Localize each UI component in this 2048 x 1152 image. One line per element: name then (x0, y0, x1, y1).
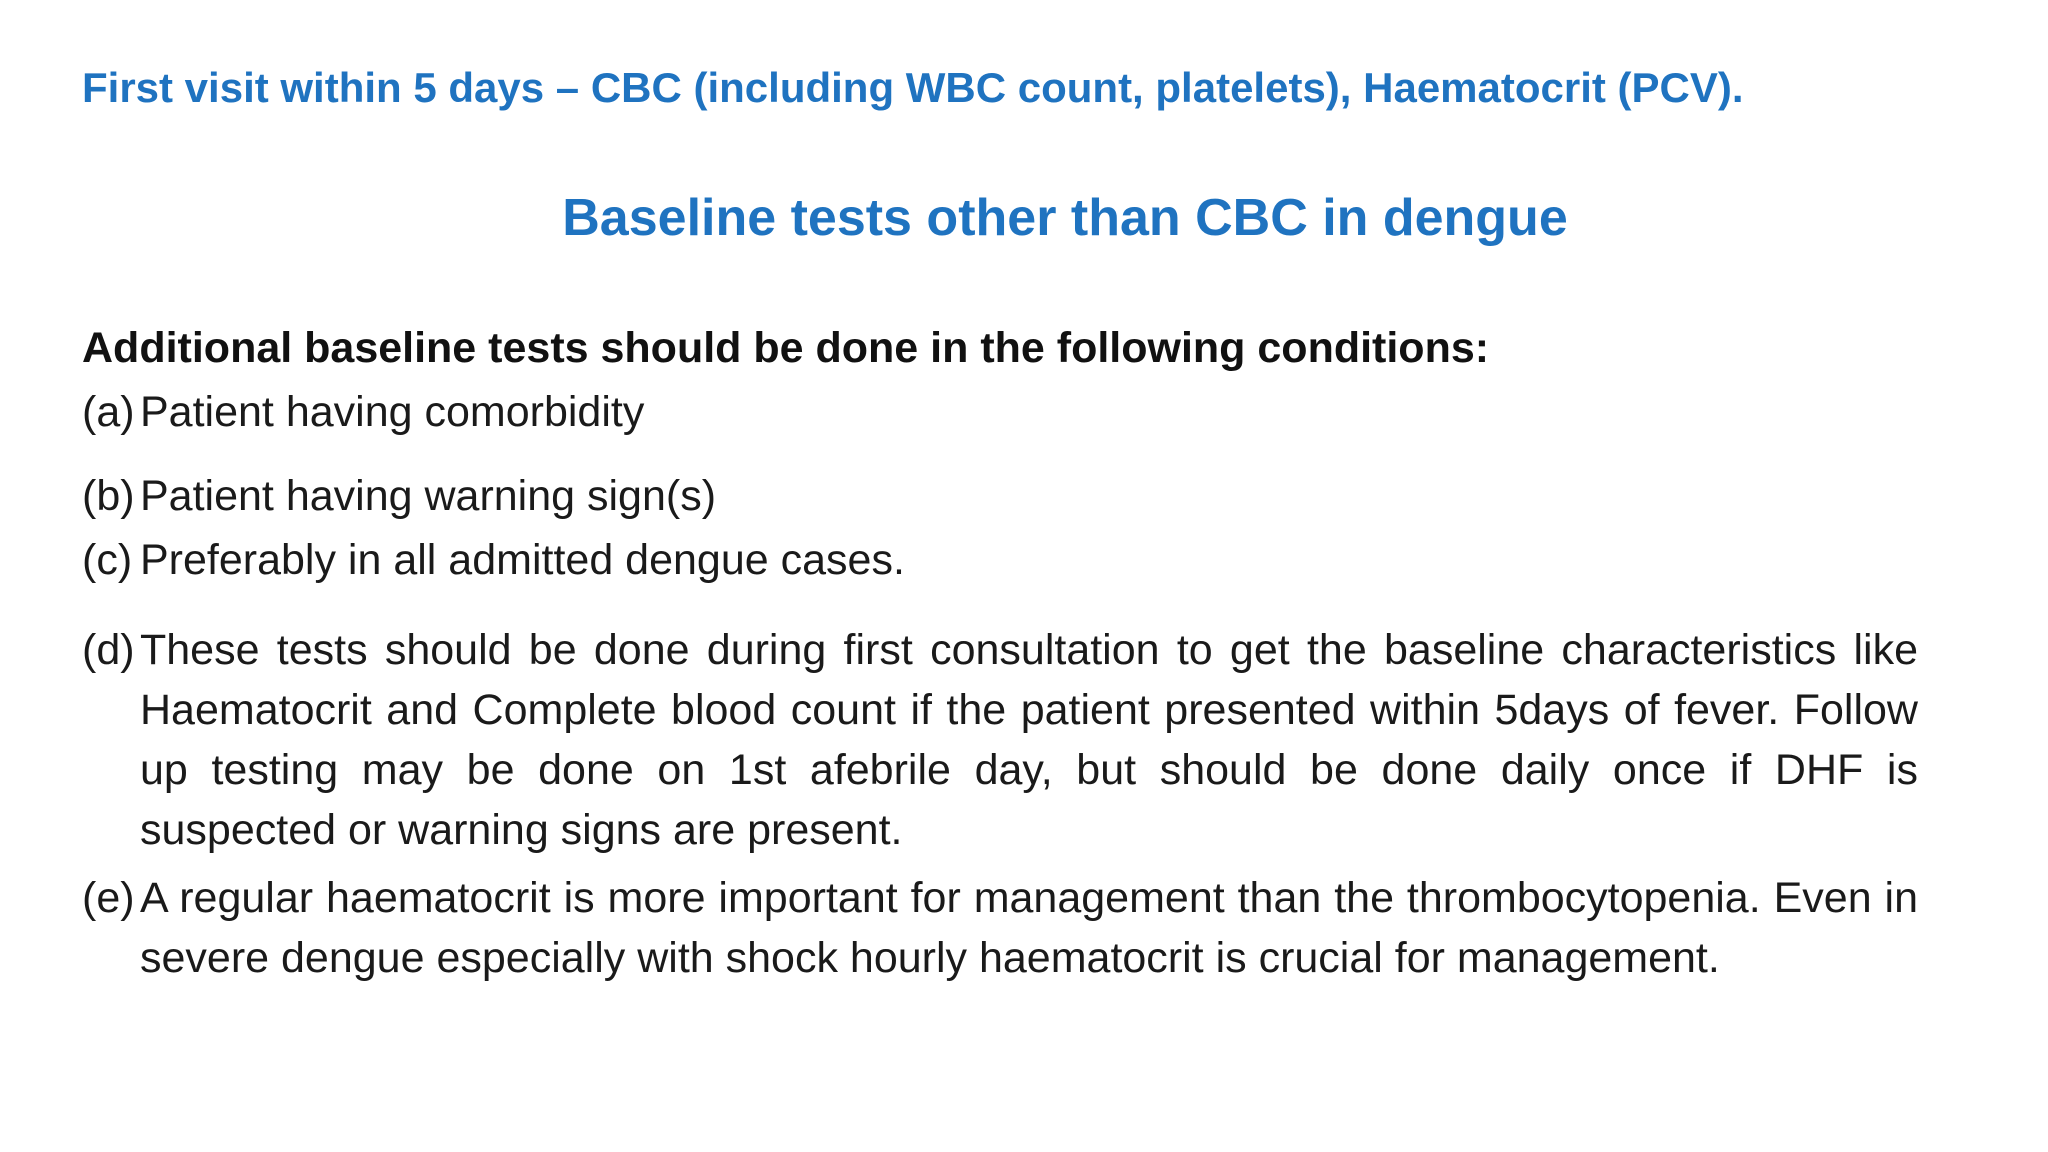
list-item-text: Patient having comorbidity (140, 388, 645, 436)
list-marker: (a) (82, 388, 135, 436)
slide-title: Baseline tests other than CBC in dengue (562, 189, 1568, 247)
list-marker: (c) (82, 536, 133, 584)
list-item-text: Patient having warning sign(s) (140, 472, 717, 520)
conditions-subheading: Additional baseline tests should be done in the following conditions: (82, 324, 1490, 372)
list-item-text: A regular haematocrit is more important for management than the thrombocytopenia. Even in severe dengue especially with shock hourly haematocrit is crucial for management. (140, 874, 1918, 982)
list-item (82, 620, 1918, 860)
list-item-text: Preferably in all admitted dengue cases. (140, 536, 905, 584)
list-item (82, 466, 1918, 526)
list-marker: (e) (82, 874, 135, 922)
list-item (82, 382, 1918, 442)
list-marker: (b) (82, 472, 135, 520)
first-visit-line: First visit within 5 days – CBC (including WBC count, platelets), Haematocrit (PCV). (82, 64, 1744, 111)
list-marker: (d) (82, 626, 135, 674)
list-item (82, 868, 1918, 988)
list-item-text: These tests should be done during first consultation to get the baseline characteristics like Haematocrit and Complete blood count if the patient presented within 5days of fever. Follow up testing may be done on 1st afebrile day, but should be done daily once if DHF is suspected or warning signs are present. (140, 626, 1918, 854)
list-item (82, 530, 1918, 590)
